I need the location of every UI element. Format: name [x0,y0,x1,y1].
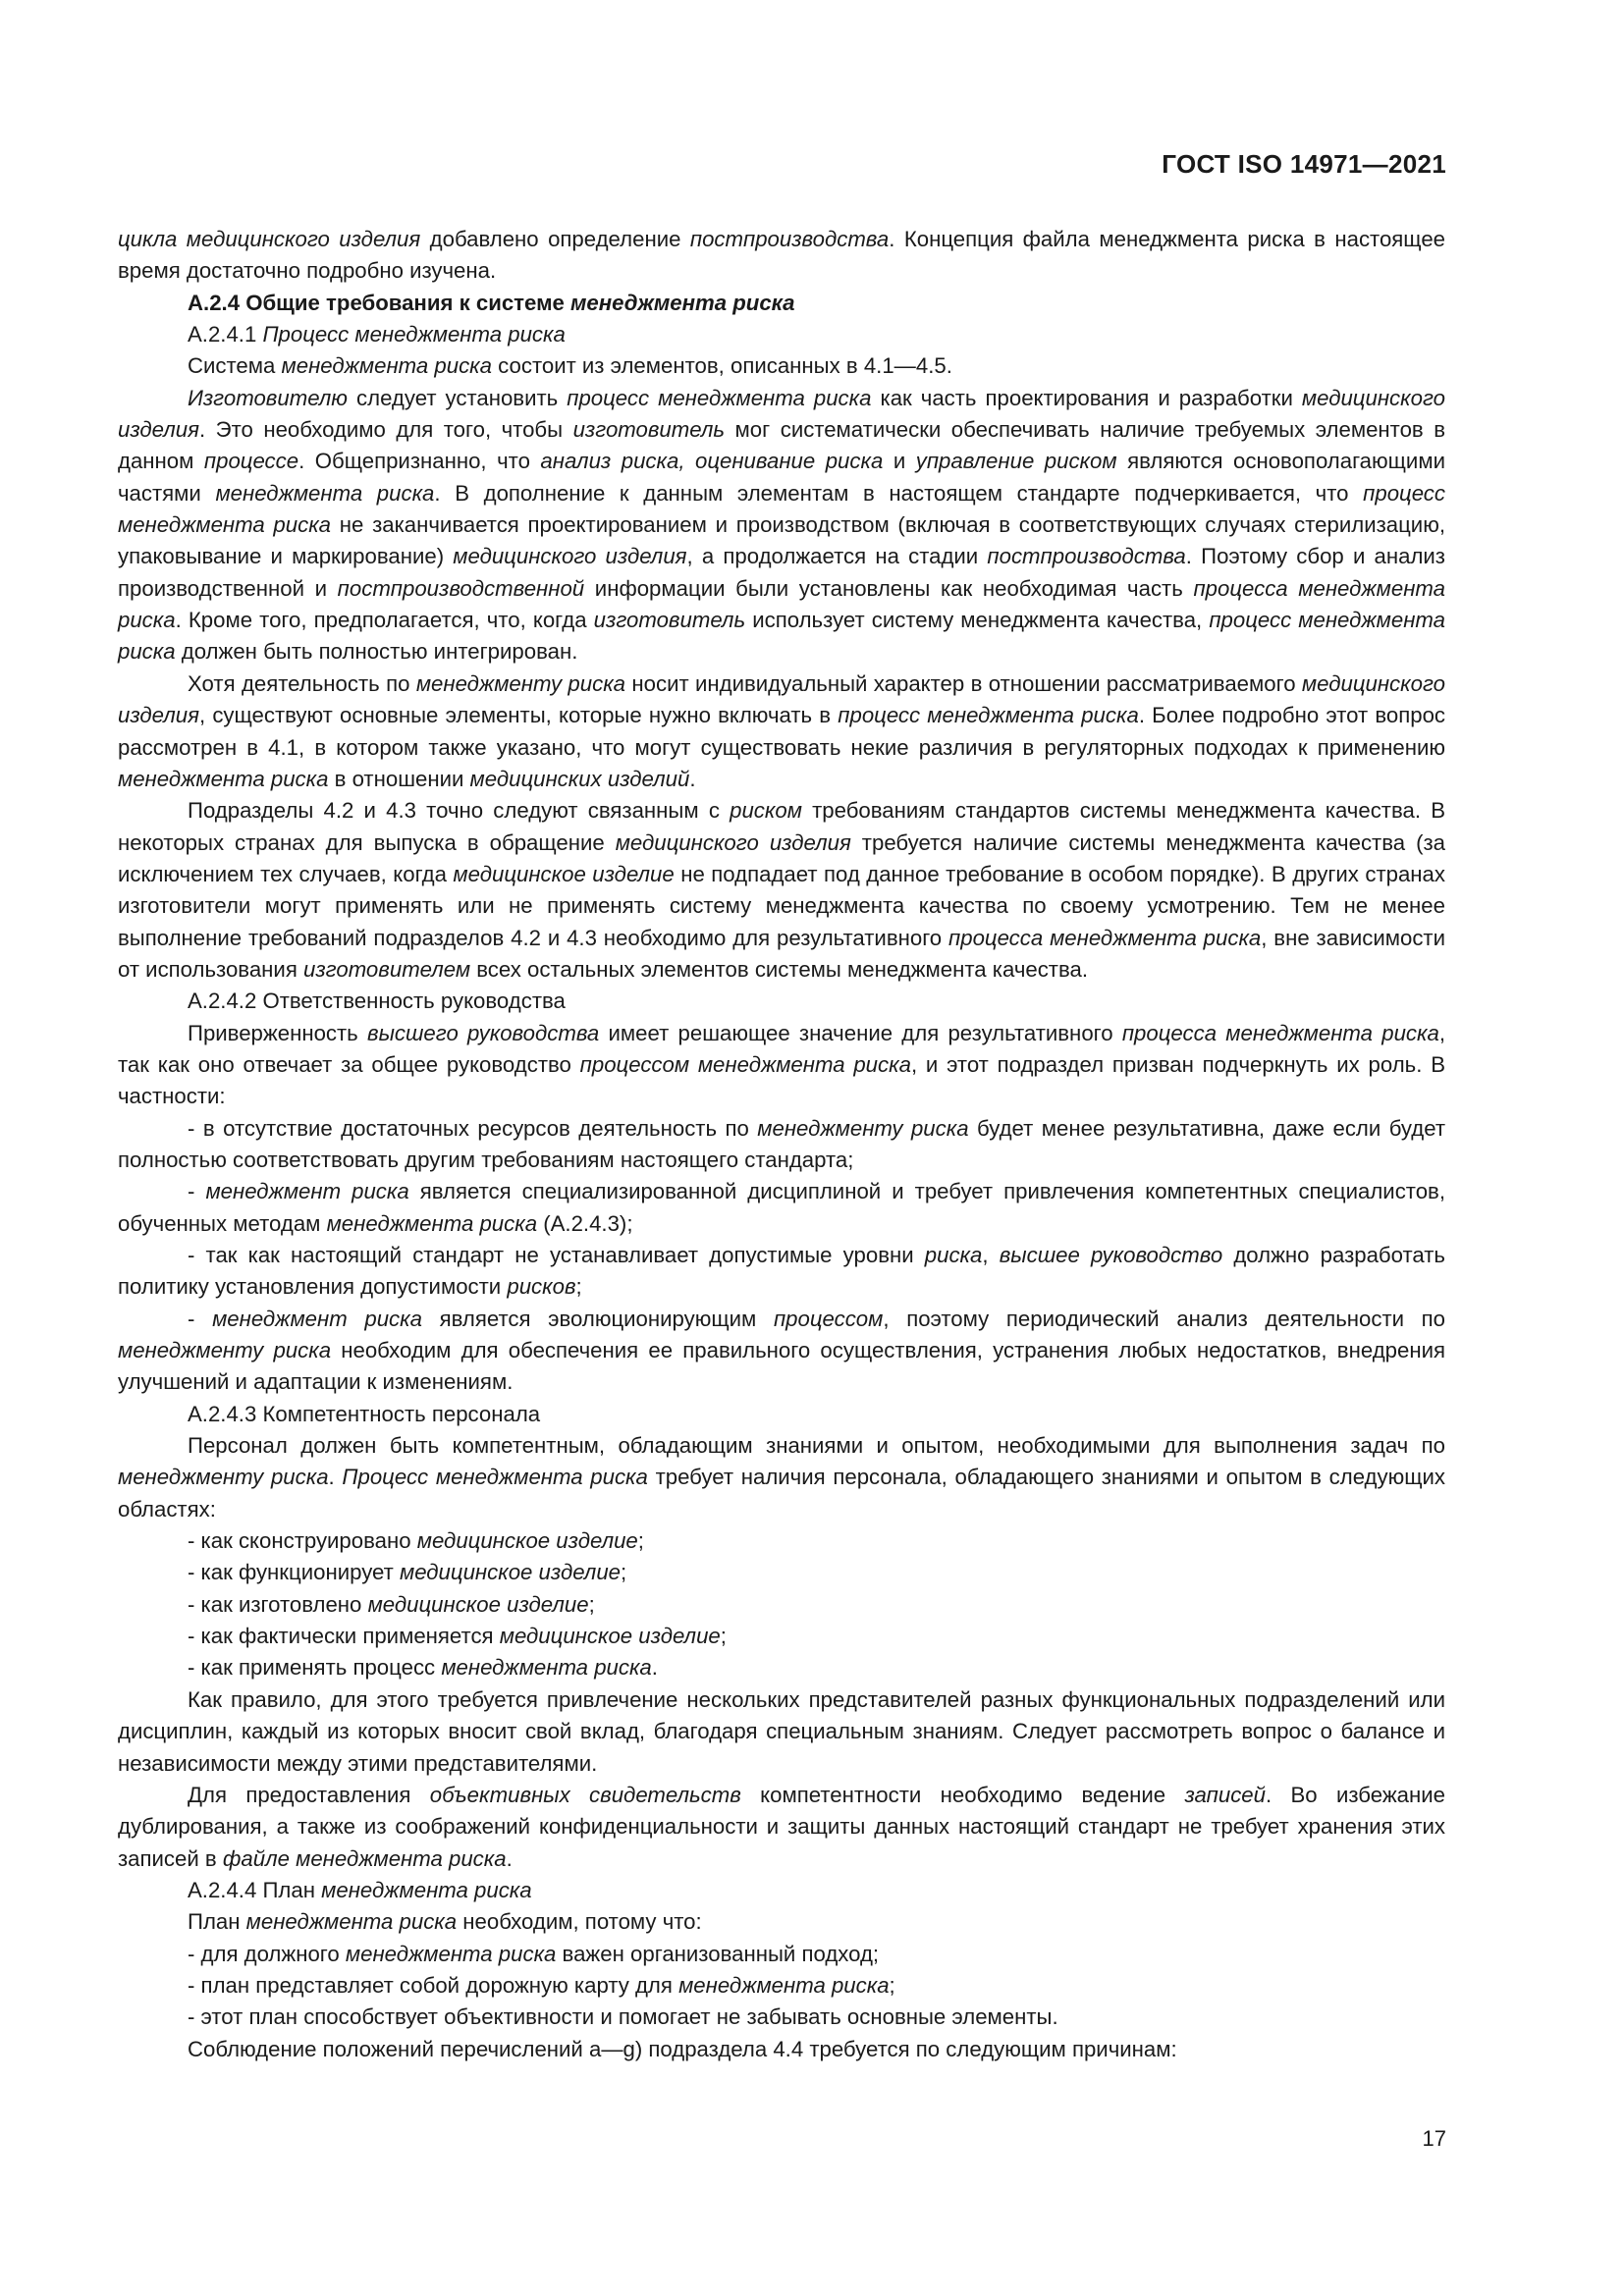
list-item: - план представляет собой дорожную карту для менеджмента риска; [188,1972,895,1998]
list-item: - так как настоящий стандарт не устанавливает допустимые уровни риска, высшее руководство должно разработать политику установления допустимости рисков; [118,1243,1445,1300]
list-item: - в отсутствие достаточных ресурсов деятельность по менеджменту риска будет менее результативна, даже если будет полностью соответствовать другим требованиям настоящего стандарта; [118,1115,1445,1172]
paragraph: Соблюдение положений перечислений a—g) подраздела 4.4 требуется по следующим причинам: [188,2036,1177,2061]
paragraph: А.2.4 Общие требования к системе менеджмента риска [188,290,795,315]
document-body [118,224,1445,2065]
paragraph: Хотя деятельность по менеджменту риска носит индивидуальный характер в отношении рассматриваемого медицинского изделия, существуют основные элементы, которые нужно включать в процесс менеджмента риска. Более подробно этот вопрос рассмотрен в 4.1, в котором также указано, что могут существовать некие различия в регуляторных подходах к применению менеджмента риска в отношении медицинских изделий. [118,670,1446,791]
paragraph: цикла медицинского изделия добавлено определение постпроизводства. Концепция файла менеджмента риска в настоящее время достаточно подробно изучена. [118,227,1445,284]
paragraph: А.2.4.2 Ответственность руководства [188,988,566,1014]
paragraph: Приверженность высшего руководства имеет решающее значение для результативного процесса менеджмента риска, так как оно отвечает за общее руководство процессом менеджмента риска, и этот подраздел призван подчеркнуть их роль. В частности: [118,1020,1445,1109]
list-item: - менеджмент риска является эволюционирующим процессом, поэтому периодический анализ деятельности по менеджменту риска необходим для обеспечения ее правильного осуществления, устранения любых недостатков, внедрения улучшений и адаптации к изменениям. [118,1306,1446,1395]
list-item: - как изготовлено медицинское изделие; [188,1591,595,1617]
paragraph: Персонал должен быть компетентным, обладающим знаниями и опытом, необходимыми для выполнения задач по менеджменту риска. Процесс менеджмента риска требует наличия персонала, обладающего знаниями и опытом в следующих областях: [118,1433,1445,1522]
list-item: - менеджмент риска является специализированной дисциплиной и требует привлечения компетентных специалистов, обученных методам менеджмента риска (А.2.4.3); [118,1179,1445,1236]
paragraph: Для предоставления объективных свидетельств компетентности необходимо ведение записей. Во избежание дублирования, а также из соображений конфиденциальности и защиты данных настоящий стандарт не требует хранения этих записей в файле менеджмента риска. [118,1782,1445,1871]
list-item: - для должного менеджмента риска важен организованный подход; [188,1941,880,1966]
list-item: - как сконструировано медицинское изделие; [188,1528,644,1554]
list-item: - этот план способствует объективности и помогает не забывать основные элементы. [188,2004,1058,2030]
paragraph: А.2.4.3 Компетентность персонала [188,1401,541,1426]
paragraph: Как правило, для этого требуется привлечение нескольких представителей разных функциональных подразделений или дисциплин, каждый из которых вносит свой вклад, благодаря специальным знаниям. Следует рассмотреть вопрос о балансе и независимости между этими представителями. [118,1686,1445,1776]
list-item: - как функционирует медицинское изделие; [188,1560,627,1585]
list-item: - как применять процесс менеджмента риска. [188,1655,658,1681]
paragraph: Система менеджмента риска состоит из элементов, описанных в 4.1—4.5. [188,353,952,379]
paragraph: Подразделы 4.2 и 4.3 точно следуют связанным с риском требованиям стандартов системы менеджмента качества. В некоторых странах для выпуска в обращение медицинского изделия требуется наличие системы менеджмента качества (за исключением тех случаев, когда медицинское изделие не подпадает под данное требование в особом порядке). В других странах изготовители могут применять или не применять систему менеджмента качества по своему усмотрению. Тем не менее выполнение требований подразделов 4.2 и 4.3 необходимо для результативного процесса менеджмента риска, вне зависимости от использования изготовителем всех остальных элементов системы менеджмента качества. [118,798,1445,982]
document-header-standard: ГОСТ ISO 14971—2021 [1162,149,1446,179]
paragraph: А.2.4.1 Процесс менеджмента риска [188,322,566,347]
paragraph: Изготовителю следует установить процесс менеджмента риска как часть проектирования и разработки медицинского изделия. Это необходимо для того, чтобы изготовитель мог систематически обеспечивать наличие требуемых элементов в данном процессе. Общепризнанно, что анализ риска, оценивание риска и управление риском являются основополагающими частями менеджмента риска. В дополнение к данным элементам в настоящем стандарте подчеркивается, что процесс менеджмента риска не заканчивается проектированием и производством (включая в соответствующих случаях стерилизацию, упаковывание и маркирование) медицинского изделия, а продолжается на стадии постпроизводства. Поэтому сбор и анализ производственной и постпроизводственной информации были установлены как необходимая часть процесса менеджмента риска. Кроме того, предполагается, что, когда изготовитель использует систему менеджмента качества, процесс менеджмента риска должен быть полностью интегрирован. [118,385,1446,665]
paragraph: План менеджмента риска необходим, потому что: [188,1909,702,1935]
list-item: - как фактически применяется медицинское изделие; [188,1624,727,1649]
paragraph: А.2.4.4 План менеджмента риска [188,1877,532,1902]
page-number: 17 [1422,2126,1446,2151]
